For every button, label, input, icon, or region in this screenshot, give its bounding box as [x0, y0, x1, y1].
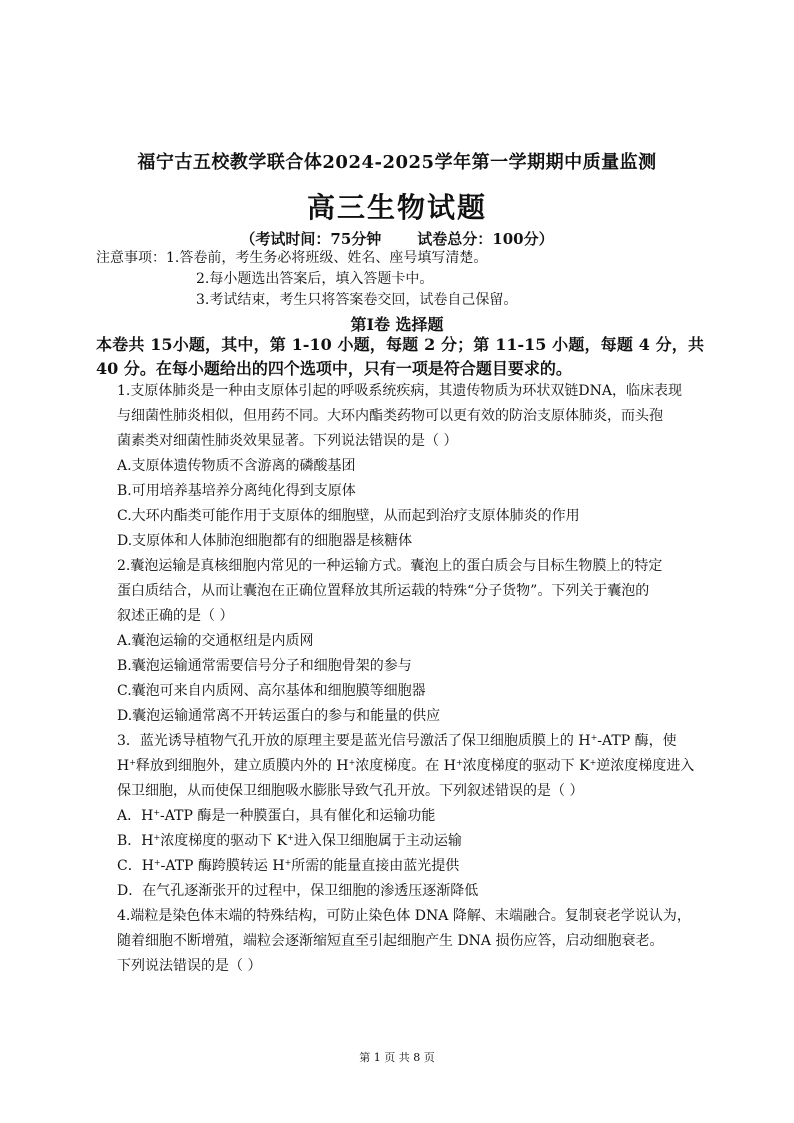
page-footer: 第 1 页 共 8 页 — [359, 1051, 435, 1064]
exam-score: 试卷总分：100分） — [417, 230, 554, 248]
exam-info — [0, 228, 794, 249]
q3-option-text: -ATP 酶跨膜转运 H — [160, 858, 285, 874]
superscript-plus: + — [153, 833, 161, 842]
q2-stem-line-1: 2.囊泡运输是真核细胞内常见的一种运输方式。囊泡上的蛋白质会与目标生物膜上的特定 — [117, 558, 663, 574]
superscript-plus: + — [589, 758, 597, 767]
q4-stem-line-1: 4.端粒是染色体末端的特殊结构，可防止染色体 DNA 降解、末端融合。复制衰老学说认为， — [117, 908, 691, 924]
q3-option-text: 浓度梯度的驱动下 K — [160, 833, 288, 849]
q3-stem-text: 3．蓝光诱导植物气孔开放的原理主要是蓝光信号激活了保卫细胞质膜上的 H — [117, 733, 591, 749]
q3-stem-line-1 — [117, 731, 697, 751]
q3-option-d: D．在气孔逐渐张开的过程中，保卫细胞的渗透压逐渐降低 — [117, 883, 479, 899]
superscript-plus: + — [129, 758, 136, 767]
exam-main-title: 福宁古五校教学联合体2024-2025学年第一学期期中质量监测 — [137, 152, 657, 173]
q3-stem-text: -ATP 酶，使 — [597, 733, 677, 749]
q2-option-d: D.囊泡运输通常离不开转运蛋白的参与和能量的供应 — [117, 708, 441, 724]
q3-option-text: 所需的能量直接由蓝光提供 — [291, 858, 460, 874]
section-description: 本卷共 15小题，其中，第 1-10 小题，每题 2 分；第 11-15 小题，每题 4 分，共 40 分。在每小题给出的四个选项中，只有一项是符合题目要求的。 — [96, 335, 704, 378]
q1-stem-line-1: 1.支原体肺炎是一种由支原体引起的呼吸系统疾病，其遗传物质为环状双链DNA，临床表现 — [117, 383, 682, 399]
q3-option-a — [117, 806, 697, 826]
section-title: 第Ⅰ卷 选择题 — [350, 315, 444, 334]
q2-option-c: C.囊泡可来自内质网、高尔基体和细胞膜等细胞器 — [117, 683, 426, 699]
superscript-plus: + — [153, 858, 161, 867]
superscript-plus: + — [455, 758, 463, 767]
q2-stem-line-2: 蛋白质结合，从而让囊泡在正确位置释放其所运载的特殊“分子货物”。下列关于囊泡的 — [117, 583, 650, 599]
q3-option-text: C．H — [117, 858, 154, 874]
q3-stem-text: 浓度梯度的驱动下 K — [462, 758, 590, 774]
q1-option-c: C.大环内酯类可能作用于支原体的细胞壁，从而起到治疗支原体肺炎的作用 — [117, 508, 580, 524]
q3-stem-text: 释放到细胞外，建立质膜内外的 H — [135, 758, 349, 774]
notice-lead: 注意事项：1.答卷前，考生务必将班级、姓名、座号填写清楚。 — [96, 250, 488, 266]
superscript-plus: + — [348, 758, 356, 767]
exam-time: （考试时间：75分钟 — [240, 230, 382, 248]
q1-option-b: B.可用培养基培养分离纯化得到支原体 — [117, 483, 356, 499]
q2-stem-line-3: 叙述正确的是（ ） — [117, 608, 234, 624]
q3-option-b — [117, 831, 697, 851]
superscript-plus: + — [153, 808, 161, 817]
notice-item-2: 2.每小题选出答案后，填入答题卡中。 — [196, 271, 434, 287]
q2-option-a: A.囊泡运输的交通枢纽是内质网 — [117, 633, 314, 649]
q3-stem-line-2 — [117, 756, 697, 776]
superscript-plus: + — [590, 733, 598, 742]
q3-stem-text: 浓度梯度。在 H — [355, 758, 456, 774]
q3-stem-line-3: 保卫细胞，从而使保卫细胞吸水膨胀导致气孔开放。下列叙述错误的是（ ） — [117, 783, 584, 799]
q3-option-text: 进入保卫细胞属于主动运输 — [293, 833, 462, 849]
q1-stem-line-2: 与细菌性肺炎相似，但用药不同。大环内酯类药物可以更有效的防治支原体肺炎，而头孢 — [117, 408, 663, 424]
q3-option-text: -ATP 酶是一种膜蛋白，具有催化和运输功能 — [160, 808, 436, 824]
q1-stem-line-3: 菌素类对细菌性肺炎效果显著。下列说法错误的是（ ） — [117, 433, 458, 449]
q1-option-a: A.支原体遗传物质不含游离的磷酸基团 — [117, 458, 356, 474]
q3-option-c — [117, 856, 697, 876]
q1-option-d: D.支原体和人体肺泡细胞都有的细胞器是核糖体 — [117, 533, 413, 549]
q4-stem-line-2: 随着细胞不断增殖，端粒会逐渐缩短直至引起细胞产生 DNA 损伤应答，启动细胞衰老。 — [117, 933, 664, 949]
q3-stem-text: 逆浓度梯度进入 — [596, 758, 695, 774]
superscript-plus: + — [287, 833, 294, 842]
q3-option-text: A．H — [117, 808, 154, 824]
exam-subject-title: 高三生物试题 — [306, 191, 487, 224]
q2-option-b: B.囊泡运输通常需要信号分子和细胞骨架的参与 — [117, 658, 412, 674]
q3-stem-text: H — [117, 758, 130, 774]
q4-stem-line-3: 下列说法错误的是（ ） — [117, 958, 262, 974]
notice-item-3: 3.考试结束，考生只将答案卷交回，试卷自己保留。 — [196, 292, 518, 308]
superscript-plus: + — [284, 858, 292, 867]
q3-option-text: B．H — [117, 833, 154, 849]
